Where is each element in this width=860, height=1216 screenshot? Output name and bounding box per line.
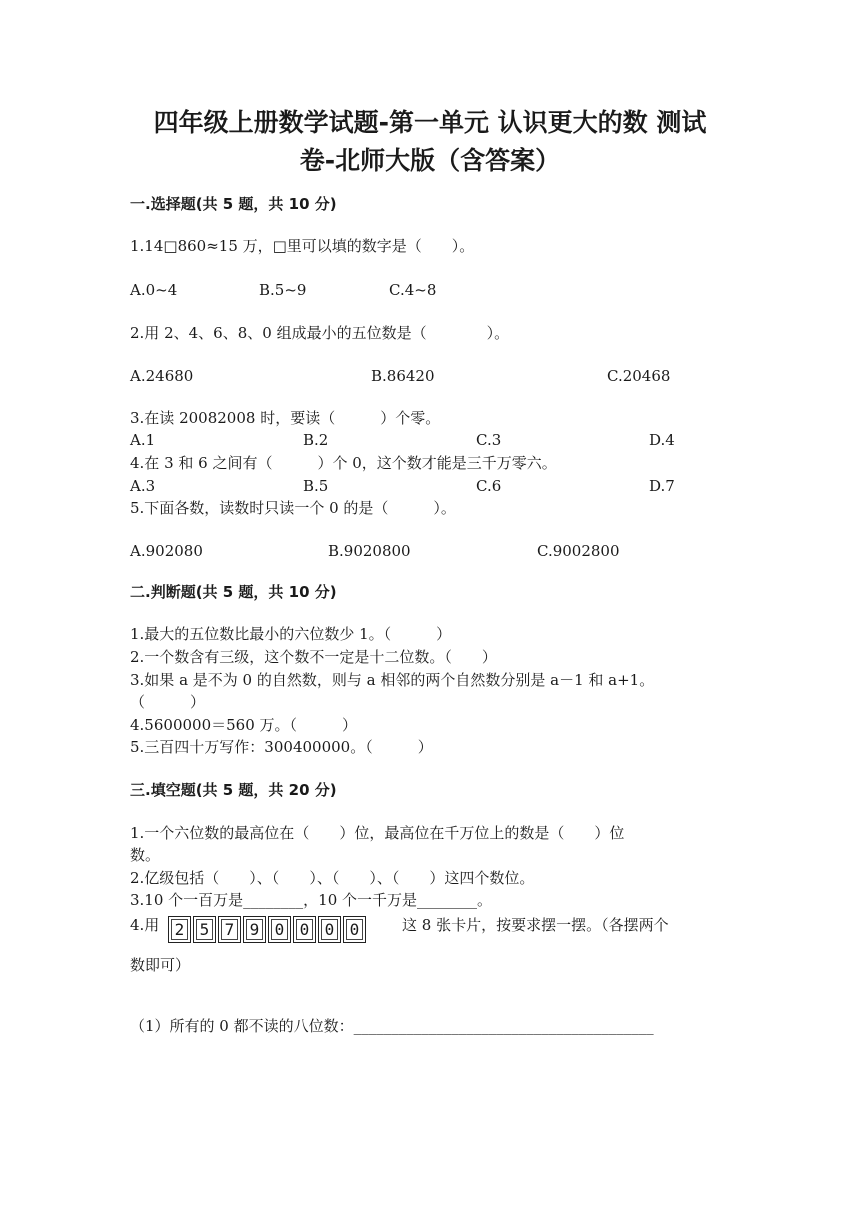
- choice-q2-stem: 2.用 2、4、6、8、0 组成最小的五位数是（ ）。: [130, 324, 510, 342]
- judge-q1: 1.最大的五位数比最小的六位数少 1。（ ）: [130, 625, 452, 643]
- fill-q1: 1.一个六位数的最高位在（ ）位，最高位在千万位上的数是（ ）位: [130, 824, 625, 842]
- title-line-2: 卷-北师大版（含答案）: [299, 146, 561, 175]
- number-cards: [168, 916, 368, 943]
- fill-q1-continued: 数。: [130, 846, 161, 864]
- choice-q5-option-a: A.902080: [130, 542, 203, 560]
- judge-q3: 3.如果 a 是不为 0 的自然数，则与 a 相邻的两个自然数分别是 a－1 和 a+1。: [130, 671, 655, 689]
- choice-q3-option-d: D.4: [649, 431, 675, 449]
- number-card: 0: [318, 916, 341, 943]
- choice-q2-option-c: C.20468: [607, 367, 671, 385]
- section-heading-fill: 三.填空题(共 5 题，共 20 分): [130, 781, 337, 799]
- document-title: [120, 104, 740, 180]
- choice-q4-option-b: B.5: [303, 477, 329, 495]
- fill-q4-continued: 数即可）: [130, 956, 191, 974]
- choice-q2-option-b: B.86420: [371, 367, 435, 385]
- fill-q2: 2.亿级包括（ ）、（ ）、（ ）、（ ）这四个数位。: [130, 869, 535, 887]
- number-card: 5: [193, 916, 216, 943]
- number-card: 9: [243, 916, 266, 943]
- judge-q2: 2.一个数含有三级，这个数不一定是十二位数。（ ）: [130, 648, 497, 666]
- choice-q5-option-c: C.9002800: [537, 542, 620, 560]
- choice-q5-option-b: B.9020800: [328, 542, 411, 560]
- section-heading-judge: 二.判断题(共 5 题，共 10 分): [130, 583, 337, 601]
- judge-q5: 5.三百四十万写作：300400000。（ ）: [130, 738, 433, 756]
- choice-q5-stem: 5.下面各数，读数时只读一个 0 的是（ ）。: [130, 499, 456, 517]
- fill-q4-subquestion-1: （1）所有的 0 都不读的八位数：________________________________________: [130, 1017, 654, 1035]
- judge-q3-bracket: （ ）: [130, 693, 206, 711]
- fill-q4-prefix: 4.用: [130, 916, 160, 934]
- number-card: 2: [168, 916, 191, 943]
- choice-q3-option-b: B.2: [303, 431, 329, 449]
- fill-q3: 3.10 个一百万是________，10 个一千万是________。: [130, 891, 493, 909]
- choice-q1-option-c: C.4~8: [389, 281, 437, 299]
- choice-q3-option-c: C.3: [476, 431, 502, 449]
- choice-q1-option-a: A.0~4: [130, 281, 178, 299]
- choice-q4-option-c: C.6: [476, 477, 502, 495]
- section-heading-choice: 一.选择题(共 5 题，共 10 分): [130, 195, 337, 213]
- judge-q4: 4.5600000＝560 万。（ ）: [130, 716, 358, 734]
- choice-q3-option-a: A.1: [130, 431, 156, 449]
- fill-q4-suffix: 这 8 张卡片，按要求摆一摆。（各摆两个: [402, 916, 669, 934]
- number-card: 0: [268, 916, 291, 943]
- choice-q4-option-d: D.7: [649, 477, 675, 495]
- number-card: 7: [218, 916, 241, 943]
- choice-q1-stem: 1.14□860≈15 万，□里可以填的数字是（ ）。: [130, 237, 475, 255]
- choice-q4-stem: 4.在 3 和 6 之间有（ ）个 0，这个数才能是三千万零六。: [130, 454, 557, 472]
- title-line-1: 四年级上册数学试题-第一单元 认识更大的数 测试: [153, 108, 707, 137]
- choice-q1-option-b: B.5~9: [259, 281, 307, 299]
- number-card: 0: [343, 916, 366, 943]
- number-card: 0: [293, 916, 316, 943]
- choice-q4-option-a: A.3: [130, 477, 156, 495]
- choice-q3-stem: 3.在读 20082008 时，要读（ ）个零。: [130, 409, 441, 427]
- choice-q2-option-a: A.24680: [130, 367, 194, 385]
